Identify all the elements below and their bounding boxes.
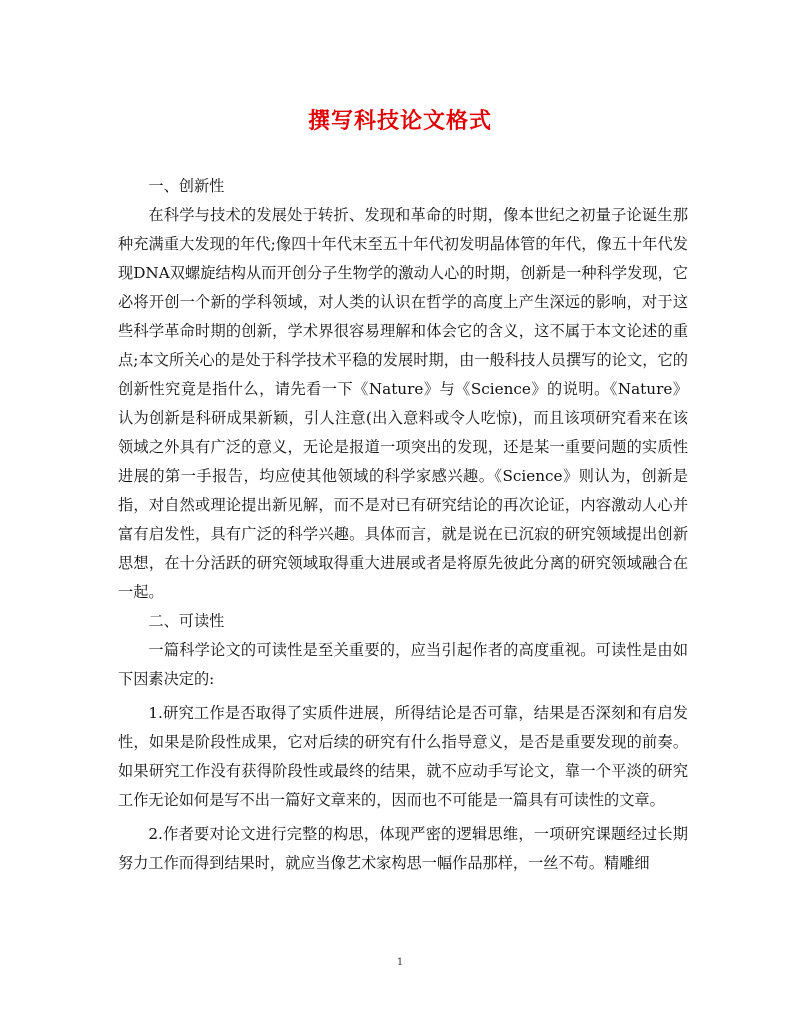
- paragraph-readability-intro: 一篇科学论文的可读性是至关重要的，应当引起作者的高度重视。可读性是由如下因素决定的:: [118, 641, 688, 688]
- paragraph-readability-point-2: 2.作者要对论文进行完整的构思，体现严密的逻辑思维，一项研究课题经过长期努力工作而得到结果时，就应当像艺术家构思一幅作品那样，一丝不苟。精雕细: [118, 825, 688, 872]
- paragraph-innovation: 在科学与技术的发展处于转折、发现和革命的时期，像本世纪之初量子论诞生那种充满重大发现的年代;像四十年代末至五十年代初发明晶体管的年代，像五十年代发现DNA双螺旋结构从而开创分子生物学的激动人心的时期，创新是一种科学发现，它必将开创一个新的学科领域，对人类的认识在哲学的高度上产生深远的影响，对于这些科学革命时期的创新，学术界很容易理解和体会它的含义，这不属于本文论述的重点;本文所关心的是处于科学技术平稳的发展时期，由一般科技人员撰写的论文，它的创新性究竟是指什么，请先看一下《Nature》与《Science》的说明。《Nature》认为创新是科研成果新颖，引人注意(出入意料或令人吃惊)，而且该项研究看来在该领域之外具有广泛的意义，无论是报道一项突出的发现，还是某一重要问题的实质性进展的第一手报告，均应使其他领域的科学家感兴趣。《Science》则认为，创新是指，对自然或理论提出新见解，而不是对已有研究结论的再次论证，内容激动人心并富有启发性，具有广泛的科学兴趣。具体而言，就是说在已沉寂的研究领域提出创新思想，在十分活跃的研究领域取得重大进展或者是将原先彼此分离的研究领域融合在一起。: [118, 206, 688, 601]
- page-number: 1: [396, 957, 404, 968]
- section-heading-innovation: 一、创新性: [148, 177, 225, 195]
- document-title: 撰写科技论文格式: [307, 108, 492, 134]
- document-body: [118, 172, 688, 878]
- section-heading-readability: 二、可读性: [148, 612, 225, 630]
- paragraph-readability-point-1: 1.研究工作是否取得了实质件进展，所得结论是否可靠，结果是否深刻和有启发性，如果是阶段性成果，它对后续的研究有什么指导意义，是否是重要发现的前奏。如果研究工作没有获得阶段性或最终的结果，就不应动手写论文，靠一个平淡的研究工作无论如何是写不出一篇好文章来的，因而也不可能是一篇具有可读性的文章。: [118, 704, 688, 809]
